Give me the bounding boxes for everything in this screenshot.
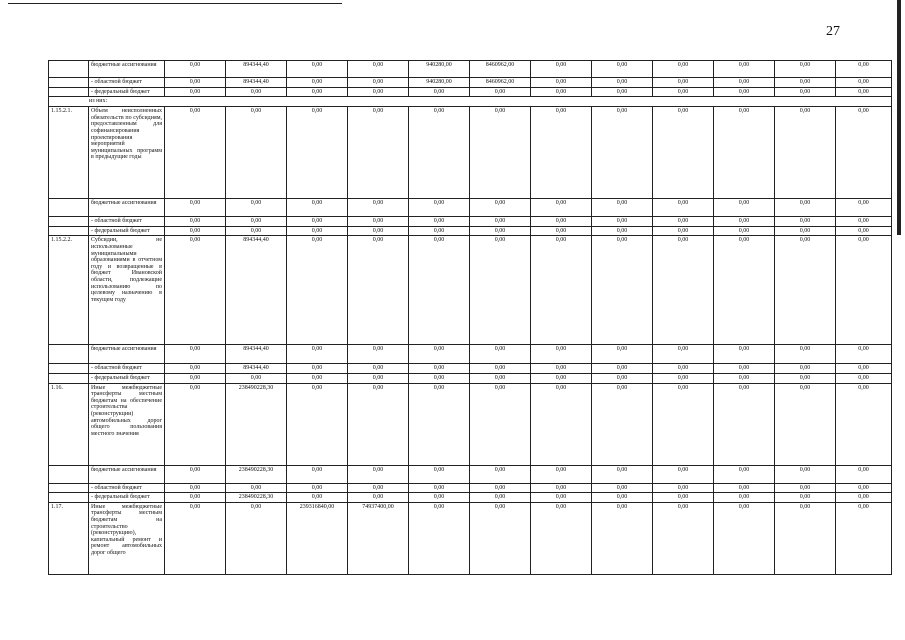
value-cell: 894344,40: [226, 364, 287, 374]
row-index-cell: [49, 87, 89, 97]
value-cell: 0,00: [653, 78, 714, 88]
value-cell: 894344,40: [226, 345, 287, 364]
value-cell: 0,00: [592, 383, 653, 465]
row-index-cell: [49, 465, 89, 483]
value-cell: 0,00: [287, 226, 348, 236]
value-cell: 0,00: [592, 107, 653, 199]
table-row: [49, 465, 892, 483]
value-cell: 0,00: [287, 199, 348, 217]
table-row: [49, 199, 892, 217]
value-cell: 0,00: [592, 217, 653, 227]
row-index-cell: 1.15.2.1.: [49, 107, 89, 199]
value-cell: 0,00: [287, 87, 348, 97]
value-cell: 0,00: [714, 61, 775, 78]
value-cell: 0,00: [653, 493, 714, 503]
value-cell: 8460962,00: [470, 78, 531, 88]
value-cell: 0,00: [653, 502, 714, 574]
value-cell: 0,00: [287, 217, 348, 227]
value-cell: 0,00: [836, 364, 892, 374]
value-cell: 0,00: [409, 199, 470, 217]
value-cell: 0,00: [470, 465, 531, 483]
value-cell: 0,00: [775, 236, 836, 345]
value-cell: 0,00: [226, 373, 287, 383]
value-cell: 0,00: [226, 483, 287, 493]
table-row: [49, 78, 892, 88]
row-index-cell: [49, 345, 89, 364]
value-cell: 0,00: [775, 78, 836, 88]
value-cell: 0,00: [348, 373, 409, 383]
value-cell: 0,00: [165, 199, 226, 217]
value-cell: 0,00: [775, 364, 836, 374]
value-cell: 0,00: [348, 483, 409, 493]
value-cell: 0,00: [775, 465, 836, 483]
value-cell: 0,00: [470, 345, 531, 364]
value-cell: 0,00: [470, 502, 531, 574]
value-cell: 0,00: [409, 345, 470, 364]
row-index-cell: [49, 226, 89, 236]
row-description-cell: - федеральный бюджет: [89, 226, 165, 236]
value-cell: 0,00: [775, 217, 836, 227]
value-cell: 238490228,30: [226, 465, 287, 483]
value-cell: 0,00: [409, 217, 470, 227]
row-description-cell: - областной бюджет: [89, 483, 165, 493]
value-cell: 0,00: [714, 345, 775, 364]
row-description-cell: - областной бюджет: [89, 217, 165, 227]
value-cell: 0,00: [714, 383, 775, 465]
value-cell: 0,00: [653, 364, 714, 374]
value-cell: 0,00: [592, 465, 653, 483]
value-cell: 0,00: [470, 87, 531, 97]
table-row: [49, 345, 892, 364]
value-cell: 940280,00: [409, 78, 470, 88]
row-description-cell: бюджетные ассигнования: [89, 199, 165, 217]
value-cell: 0,00: [531, 502, 592, 574]
value-cell: 74937400,00: [348, 502, 409, 574]
value-cell: 0,00: [531, 345, 592, 364]
value-cell: 0,00: [409, 236, 470, 345]
value-cell: 0,00: [592, 226, 653, 236]
row-index-cell: 1.16.: [49, 383, 89, 465]
value-cell: 894344,40: [226, 61, 287, 78]
section-label-cell: из них:: [49, 97, 892, 107]
value-cell: 0,00: [592, 199, 653, 217]
table-row: [49, 107, 892, 199]
value-cell: 0,00: [409, 465, 470, 483]
value-cell: 0,00: [836, 383, 892, 465]
value-cell: 0,00: [226, 87, 287, 97]
value-cell: 0,00: [470, 483, 531, 493]
value-cell: 0,00: [348, 107, 409, 199]
value-cell: 0,00: [653, 61, 714, 78]
value-cell: 238490228,30: [226, 383, 287, 465]
value-cell: 0,00: [470, 373, 531, 383]
row-index-cell: [49, 217, 89, 227]
value-cell: 0,00: [470, 383, 531, 465]
table-row: [49, 364, 892, 374]
row-description-cell: бюджетные ассигнования: [89, 465, 165, 483]
table-row: [49, 226, 892, 236]
value-cell: 0,00: [531, 61, 592, 78]
value-cell: 0,00: [287, 345, 348, 364]
value-cell: 0,00: [592, 78, 653, 88]
table-row: [49, 61, 892, 78]
value-cell: 0,00: [714, 217, 775, 227]
value-cell: 0,00: [348, 383, 409, 465]
value-cell: 0,00: [836, 87, 892, 97]
table-row: [49, 97, 892, 107]
value-cell: 0,00: [287, 465, 348, 483]
value-cell: 0,00: [287, 236, 348, 345]
value-cell: 0,00: [653, 199, 714, 217]
value-cell: 0,00: [836, 107, 892, 199]
value-cell: 0,00: [531, 217, 592, 227]
value-cell: 0,00: [531, 226, 592, 236]
table-row: [49, 236, 892, 345]
value-cell: 238490228,30: [226, 493, 287, 503]
value-cell: 0,00: [775, 87, 836, 97]
page-number: 27: [826, 24, 840, 39]
row-description-cell: - областной бюджет: [89, 78, 165, 88]
value-cell: 0,00: [775, 383, 836, 465]
value-cell: 0,00: [531, 465, 592, 483]
scan-edge-mark: [897, 0, 901, 235]
value-cell: 0,00: [714, 226, 775, 236]
row-index-cell: [49, 61, 89, 78]
value-cell: 0,00: [836, 373, 892, 383]
value-cell: 0,00: [226, 502, 287, 574]
row-description-cell: Объем неисполненных обязательств по субсидиям, предоставленным для софинансирования проектирования мероприятий муниципальных программ в предыдущие годы: [89, 107, 165, 199]
value-cell: 0,00: [348, 345, 409, 364]
value-cell: 0,00: [653, 465, 714, 483]
value-cell: 0,00: [531, 364, 592, 374]
value-cell: 0,00: [165, 236, 226, 345]
value-cell: 0,00: [531, 493, 592, 503]
value-cell: 0,00: [775, 373, 836, 383]
value-cell: 0,00: [714, 87, 775, 97]
value-cell: 0,00: [714, 465, 775, 483]
value-cell: 0,00: [165, 87, 226, 97]
value-cell: 0,00: [714, 483, 775, 493]
row-index-cell: 1.15.2.2.: [49, 236, 89, 345]
value-cell: 0,00: [653, 345, 714, 364]
value-cell: 0,00: [836, 61, 892, 78]
row-index-cell: [49, 78, 89, 88]
value-cell: 0,00: [775, 199, 836, 217]
value-cell: 0,00: [531, 373, 592, 383]
value-cell: 0,00: [775, 226, 836, 236]
value-cell: 0,00: [714, 373, 775, 383]
row-description-cell: бюджетные ассигнования: [89, 61, 165, 78]
value-cell: 0,00: [409, 502, 470, 574]
table-row: [49, 493, 892, 503]
row-index-cell: [49, 199, 89, 217]
value-cell: 0,00: [226, 199, 287, 217]
value-cell: 0,00: [592, 345, 653, 364]
value-cell: 0,00: [287, 373, 348, 383]
row-description-cell: - областной бюджет: [89, 364, 165, 374]
row-description-cell: Иные межбюджетные трансферты местным бюджетам на обеспечение строительства (реконструкции) автомобильных дорог общего пользования местного значения: [89, 383, 165, 465]
value-cell: 0,00: [592, 493, 653, 503]
value-cell: 0,00: [287, 107, 348, 199]
value-cell: 0,00: [165, 493, 226, 503]
row-index-cell: 1.17.: [49, 502, 89, 574]
value-cell: 0,00: [470, 226, 531, 236]
value-cell: 0,00: [531, 236, 592, 345]
value-cell: 0,00: [470, 493, 531, 503]
value-cell: 0,00: [348, 465, 409, 483]
value-cell: 0,00: [409, 493, 470, 503]
table-row: [49, 483, 892, 493]
value-cell: 0,00: [714, 78, 775, 88]
value-cell: 894344,40: [226, 236, 287, 345]
value-cell: 8460962,00: [470, 61, 531, 78]
value-cell: 0,00: [714, 236, 775, 345]
value-cell: 0,00: [775, 107, 836, 199]
value-cell: 0,00: [348, 199, 409, 217]
table-row: [49, 502, 892, 574]
table-row: [49, 373, 892, 383]
value-cell: 0,00: [531, 107, 592, 199]
value-cell: 0,00: [165, 483, 226, 493]
value-cell: 0,00: [165, 61, 226, 78]
value-cell: 0,00: [836, 465, 892, 483]
value-cell: 0,00: [409, 483, 470, 493]
value-cell: 0,00: [409, 364, 470, 374]
value-cell: 0,00: [836, 502, 892, 574]
value-cell: 0,00: [653, 87, 714, 97]
value-cell: 0,00: [836, 78, 892, 88]
value-cell: 940280,00: [409, 61, 470, 78]
value-cell: 0,00: [531, 199, 592, 217]
value-cell: 0,00: [775, 493, 836, 503]
value-cell: 0,00: [226, 217, 287, 227]
value-cell: 0,00: [287, 78, 348, 88]
value-cell: 0,00: [653, 217, 714, 227]
row-description-cell: бюджетные ассигнования: [89, 345, 165, 364]
value-cell: 0,00: [348, 236, 409, 345]
table-row: [49, 217, 892, 227]
table-body: [49, 61, 892, 575]
value-cell: 0,00: [348, 87, 409, 97]
value-cell: 0,00: [165, 345, 226, 364]
value-cell: 0,00: [165, 373, 226, 383]
value-cell: 0,00: [287, 61, 348, 78]
value-cell: 0,00: [836, 345, 892, 364]
row-description-cell: Иные межбюджетные трансферты местным бюджетам на строительство (реконструкцию), капитальный ремонт и ремонт автомобильных дорог общего: [89, 502, 165, 574]
value-cell: 0,00: [531, 483, 592, 493]
value-cell: 0,00: [470, 364, 531, 374]
value-cell: 0,00: [409, 383, 470, 465]
value-cell: 0,00: [775, 483, 836, 493]
value-cell: 0,00: [653, 107, 714, 199]
value-cell: 0,00: [592, 87, 653, 97]
value-cell: 0,00: [653, 226, 714, 236]
value-cell: 0,00: [470, 107, 531, 199]
value-cell: 0,00: [165, 364, 226, 374]
value-cell: 0,00: [836, 483, 892, 493]
value-cell: 0,00: [714, 199, 775, 217]
value-cell: 0,00: [348, 217, 409, 227]
value-cell: 0,00: [775, 502, 836, 574]
row-index-cell: [49, 483, 89, 493]
value-cell: 0,00: [348, 493, 409, 503]
table-row: [49, 383, 892, 465]
row-index-cell: [49, 493, 89, 503]
value-cell: 0,00: [470, 236, 531, 345]
table-row: [49, 87, 892, 97]
value-cell: 0,00: [531, 87, 592, 97]
value-cell: 0,00: [226, 226, 287, 236]
value-cell: 0,00: [531, 78, 592, 88]
value-cell: 0,00: [226, 107, 287, 199]
value-cell: 0,00: [531, 383, 592, 465]
budget-table: [48, 60, 892, 575]
value-cell: 0,00: [592, 373, 653, 383]
value-cell: 0,00: [592, 364, 653, 374]
value-cell: 0,00: [714, 364, 775, 374]
value-cell: 0,00: [592, 61, 653, 78]
value-cell: 0,00: [348, 364, 409, 374]
value-cell: 0,00: [409, 373, 470, 383]
value-cell: 0,00: [287, 493, 348, 503]
row-description-cell: - федеральный бюджет: [89, 373, 165, 383]
value-cell: 0,00: [287, 383, 348, 465]
value-cell: 894344,40: [226, 78, 287, 88]
value-cell: 0,00: [165, 465, 226, 483]
value-cell: 0,00: [165, 78, 226, 88]
value-cell: 0,00: [470, 199, 531, 217]
row-index-cell: [49, 373, 89, 383]
value-cell: 0,00: [714, 502, 775, 574]
value-cell: 0,00: [653, 483, 714, 493]
value-cell: 0,00: [653, 373, 714, 383]
value-cell: 0,00: [836, 493, 892, 503]
value-cell: 0,00: [165, 383, 226, 465]
value-cell: 0,00: [409, 87, 470, 97]
row-description-cell: - федеральный бюджет: [89, 87, 165, 97]
value-cell: 0,00: [592, 502, 653, 574]
top-rule: [8, 3, 342, 4]
value-cell: 239316840,00: [287, 502, 348, 574]
row-description-cell: Субсидии, не использованные муниципальными образованиями в отчетном году и возвращенные в бюджет Ивановской области, подлежащие использованию по целевому назначению в текущем году: [89, 236, 165, 345]
value-cell: 0,00: [714, 107, 775, 199]
value-cell: 0,00: [714, 493, 775, 503]
value-cell: 0,00: [836, 199, 892, 217]
value-cell: 0,00: [653, 383, 714, 465]
value-cell: 0,00: [592, 483, 653, 493]
value-cell: 0,00: [470, 217, 531, 227]
value-cell: 0,00: [775, 345, 836, 364]
value-cell: 0,00: [348, 61, 409, 78]
value-cell: 0,00: [592, 236, 653, 345]
value-cell: 0,00: [409, 107, 470, 199]
value-cell: 0,00: [348, 226, 409, 236]
value-cell: 0,00: [165, 502, 226, 574]
value-cell: 0,00: [836, 217, 892, 227]
value-cell: 0,00: [165, 107, 226, 199]
row-description-cell: - федеральный бюджет: [89, 493, 165, 503]
value-cell: 0,00: [775, 61, 836, 78]
value-cell: 0,00: [348, 78, 409, 88]
value-cell: 0,00: [287, 364, 348, 374]
value-cell: 0,00: [409, 226, 470, 236]
value-cell: 0,00: [836, 226, 892, 236]
value-cell: 0,00: [165, 217, 226, 227]
value-cell: 0,00: [836, 236, 892, 345]
value-cell: 0,00: [165, 226, 226, 236]
value-cell: 0,00: [653, 236, 714, 345]
row-index-cell: [49, 364, 89, 374]
value-cell: 0,00: [287, 483, 348, 493]
